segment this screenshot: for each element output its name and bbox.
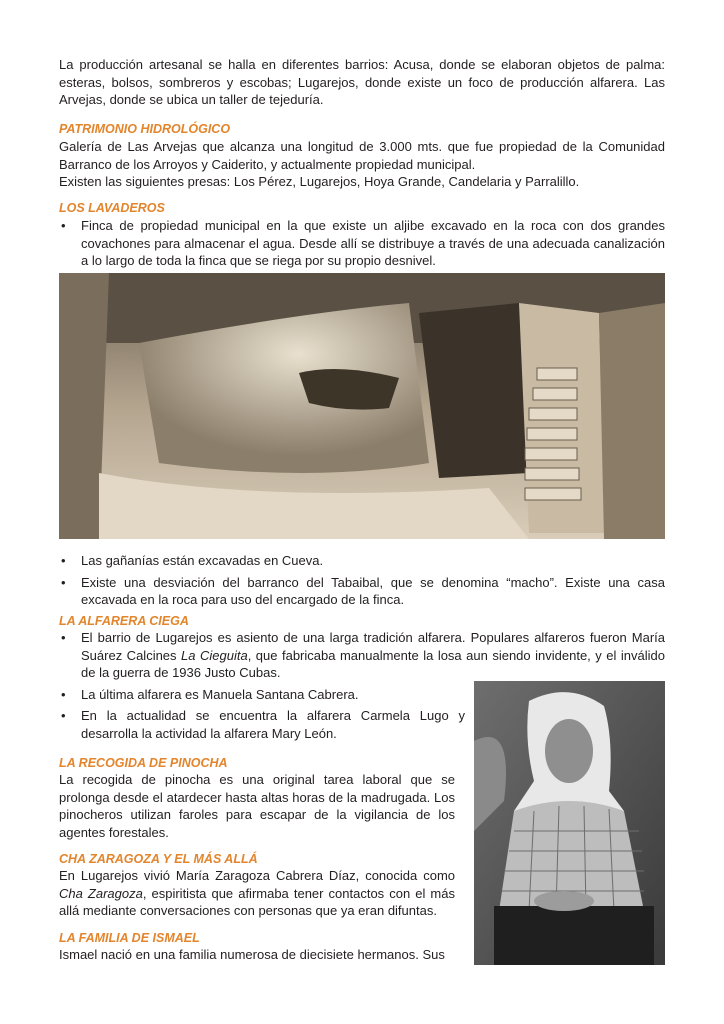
zaragoza-paragraph: En Lugarejos vivió María Zaragoza Cabrera Díaz, conocida como Cha Zaragoza, espiritista que afirmaba tener contactos con el más allá mediante conversaciones con personas que ya eran difuntas. (59, 868, 455, 918)
cave-water-tunnel-photo (59, 273, 665, 539)
heading-ismael: LA FAMILIA DE ISMAEL (59, 931, 200, 945)
list-item: • Finca de propiedad municipal en la que existe un aljibe excavado en la roca con dos grandes covachones para almacenar el agua. Desde allí se distribuye a través de una adecuada canalización a lo largo de toda la finca que se riega por su propio desnivel. (59, 217, 665, 270)
lavaderos-list-1 (59, 217, 665, 270)
patrimonio-paragraph-1: Galería de Las Arvejas que alcanza una longitud de 3.000 mts. que fue propiedad de la Comunidad Barranco de los Arroyos y Caiderito, y actualmente propiedad municipal. (59, 139, 665, 172)
heading-patrimonio: PATRIMONIO HIDROLÓGICO (59, 122, 231, 136)
list-item: • Existe una desviación del barranco del Tabaibal, que se denomina “macho”. Existe una casa excavada en la roca para uso del encargado de la finca. (59, 574, 665, 609)
pinocha-paragraph: La recogida de pinocha es una original tarea laboral que se prolonga desde el atardecer hasta altas horas de la madrugada. Los pinocheros utilizan faroles para escapar de la vigilancia de los agentes forestales. (59, 772, 455, 840)
lavaderos-list-2 (59, 552, 665, 609)
list-item: • La última alfarera es Manuela Santana Cabrera. (59, 686, 465, 704)
ismael-paragraph: Ismael nació en una familia numerosa de diecisiete hermanos. Sus (59, 947, 445, 962)
list-item: • En la actualidad se encuentra la alfarera Carmela Lugo y desarrolla la actividad la alfarera Mary León. (59, 707, 465, 742)
heading-pinocha: LA RECOGIDA DE PINOCHA (59, 756, 228, 770)
heading-zaragoza: CHA ZARAGOZA Y EL MÁS ALLÁ (59, 852, 258, 866)
elderly-woman-portrait-photo (474, 681, 665, 965)
list-item: • El barrio de Lugarejos es asiento de una larga tradición alfarera. Populares alfareros fueron María Suárez Calcines La Cieguita, que fabricaba manualmente la losa aun siendo invidente, y el inválido de la guerra de 1936 Justo Cubas. (59, 629, 665, 682)
intro-paragraph: La producción artesanal se halla en diferentes barrios: Acusa, donde se elaboran objetos de palma: esteras, bolsos, sombreros y escobas; Lugarejos, donde existe un foco de producción alfarera. Las Arvejas, donde se ubica un taller de tejeduría. (59, 57, 665, 107)
heading-alfarera: LA ALFARERA CIEGA (59, 614, 189, 628)
list-item: • Las gañanías están excavadas en Cueva. (59, 552, 665, 570)
heading-lavaderos: LOS LAVADEROS (59, 201, 165, 215)
patrimonio-paragraph-2: Existen las siguientes presas: Los Pérez, Lugarejos, Hoya Grande, Candelaria y Parralillo. (59, 174, 580, 189)
